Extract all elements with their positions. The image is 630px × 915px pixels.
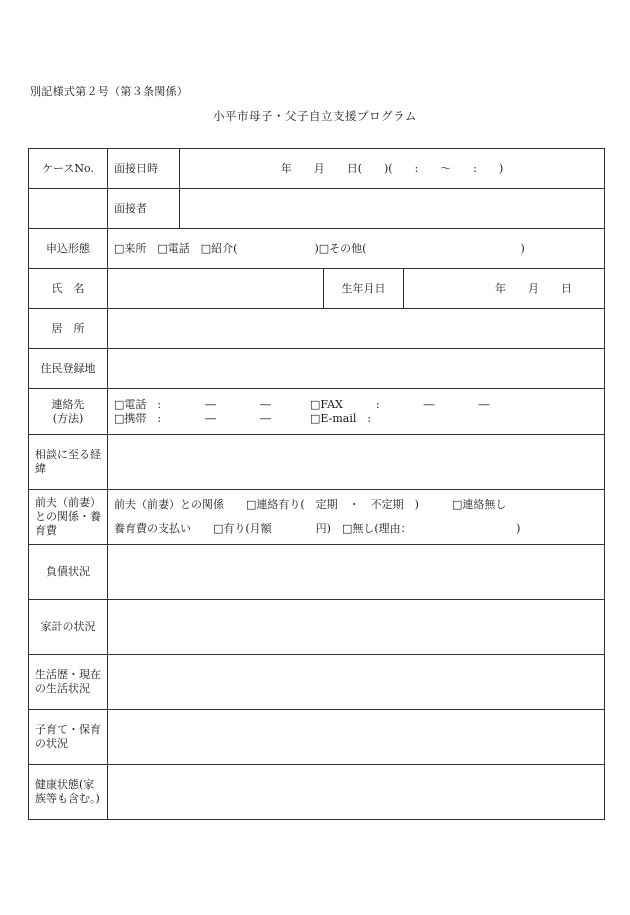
contact-phone: □電話 : ― ― xyxy=(114,397,272,411)
residence-field[interactable] xyxy=(108,309,605,349)
row-case-no xyxy=(29,149,605,189)
row-interviewer xyxy=(29,189,605,229)
interview-datetime-label: 面接日時 xyxy=(108,149,180,189)
name-field[interactable] xyxy=(108,269,324,309)
application-type-options: □来所 □電話 □紹介( )□その他( ) xyxy=(114,241,525,255)
row-application-type xyxy=(29,229,605,269)
contact-email: □E-mail : xyxy=(310,411,372,425)
row-consult-reason xyxy=(29,435,605,490)
row-contact xyxy=(29,389,605,435)
interviewer-field[interactable] xyxy=(180,189,605,229)
contact-mobile: □携帯 : ― ― xyxy=(114,411,272,425)
consult-reason-field[interactable] xyxy=(108,435,605,490)
consult-reason-label: 相談に至る経緯 xyxy=(29,435,108,490)
ex-spouse-relation: 前夫（前妻）との関係 □連絡有り( 定期 ・ 不定期 ) □連絡無し xyxy=(114,498,507,511)
childcare-status-label: 子育て・保育の状況 xyxy=(29,710,108,765)
contact-label xyxy=(29,389,108,435)
child-support-payment: 養育費の支払い □有り(月額 円) □無し(理由： ) xyxy=(114,522,521,535)
health-status-field[interactable] xyxy=(108,765,605,820)
ex-spouse-label: 前夫（前妻）との関係・養育費 xyxy=(29,490,108,545)
contact-fax: □FAX : ― ― xyxy=(310,397,490,411)
case-no-field[interactable] xyxy=(29,189,108,229)
row-residence xyxy=(29,309,605,349)
row-life-history xyxy=(29,655,605,710)
birth-date-value: 年 月 日 xyxy=(495,281,573,295)
contact-field[interactable] xyxy=(108,389,605,435)
case-no-label: ケースNo. xyxy=(29,149,108,189)
registered-address-field[interactable] xyxy=(108,349,605,389)
contact-method: (方法) xyxy=(52,411,84,425)
debt-status-label: 負債状況 xyxy=(29,545,108,600)
childcare-status-field[interactable] xyxy=(108,710,605,765)
application-type-field[interactable] xyxy=(108,229,605,269)
life-history-field[interactable] xyxy=(108,655,605,710)
birth-date-field[interactable] xyxy=(404,269,605,309)
interviewer-label: 面接者 xyxy=(108,189,180,229)
row-childcare xyxy=(29,710,605,765)
birth-date-label: 生年月日 xyxy=(324,269,404,309)
household-finances-label: 家計の状況 xyxy=(29,600,108,655)
health-status-label: 健康状態(家族等も含む。) xyxy=(29,765,108,820)
row-name xyxy=(29,269,605,309)
interview-datetime-field[interactable] xyxy=(180,149,605,189)
interview-form-table xyxy=(28,148,605,820)
household-finances-field[interactable] xyxy=(108,600,605,655)
interview-datetime-value: 年 月 日( )( : 〜 : ) xyxy=(280,161,504,175)
residence-label: 居 所 xyxy=(29,309,108,349)
form-title: 小平市母子・父子自立支援プログラム xyxy=(213,109,417,123)
row-ex-spouse xyxy=(29,490,605,545)
ex-spouse-field[interactable] xyxy=(108,490,605,545)
row-household-finances xyxy=(29,600,605,655)
name-label: 氏 名 xyxy=(29,269,108,309)
row-health xyxy=(29,765,605,820)
contact-title: 連絡先 xyxy=(51,397,85,411)
row-debt xyxy=(29,545,605,600)
life-history-label: 生活歴・現在の生活状況 xyxy=(29,655,108,710)
application-type-label: 申込形態 xyxy=(29,229,108,269)
form-caption: 別記様式第２号（第３条関係） xyxy=(30,85,189,98)
debt-status-field[interactable] xyxy=(108,545,605,600)
row-registered-address xyxy=(29,349,605,389)
registered-address-label: 住民登録地 xyxy=(29,349,108,389)
